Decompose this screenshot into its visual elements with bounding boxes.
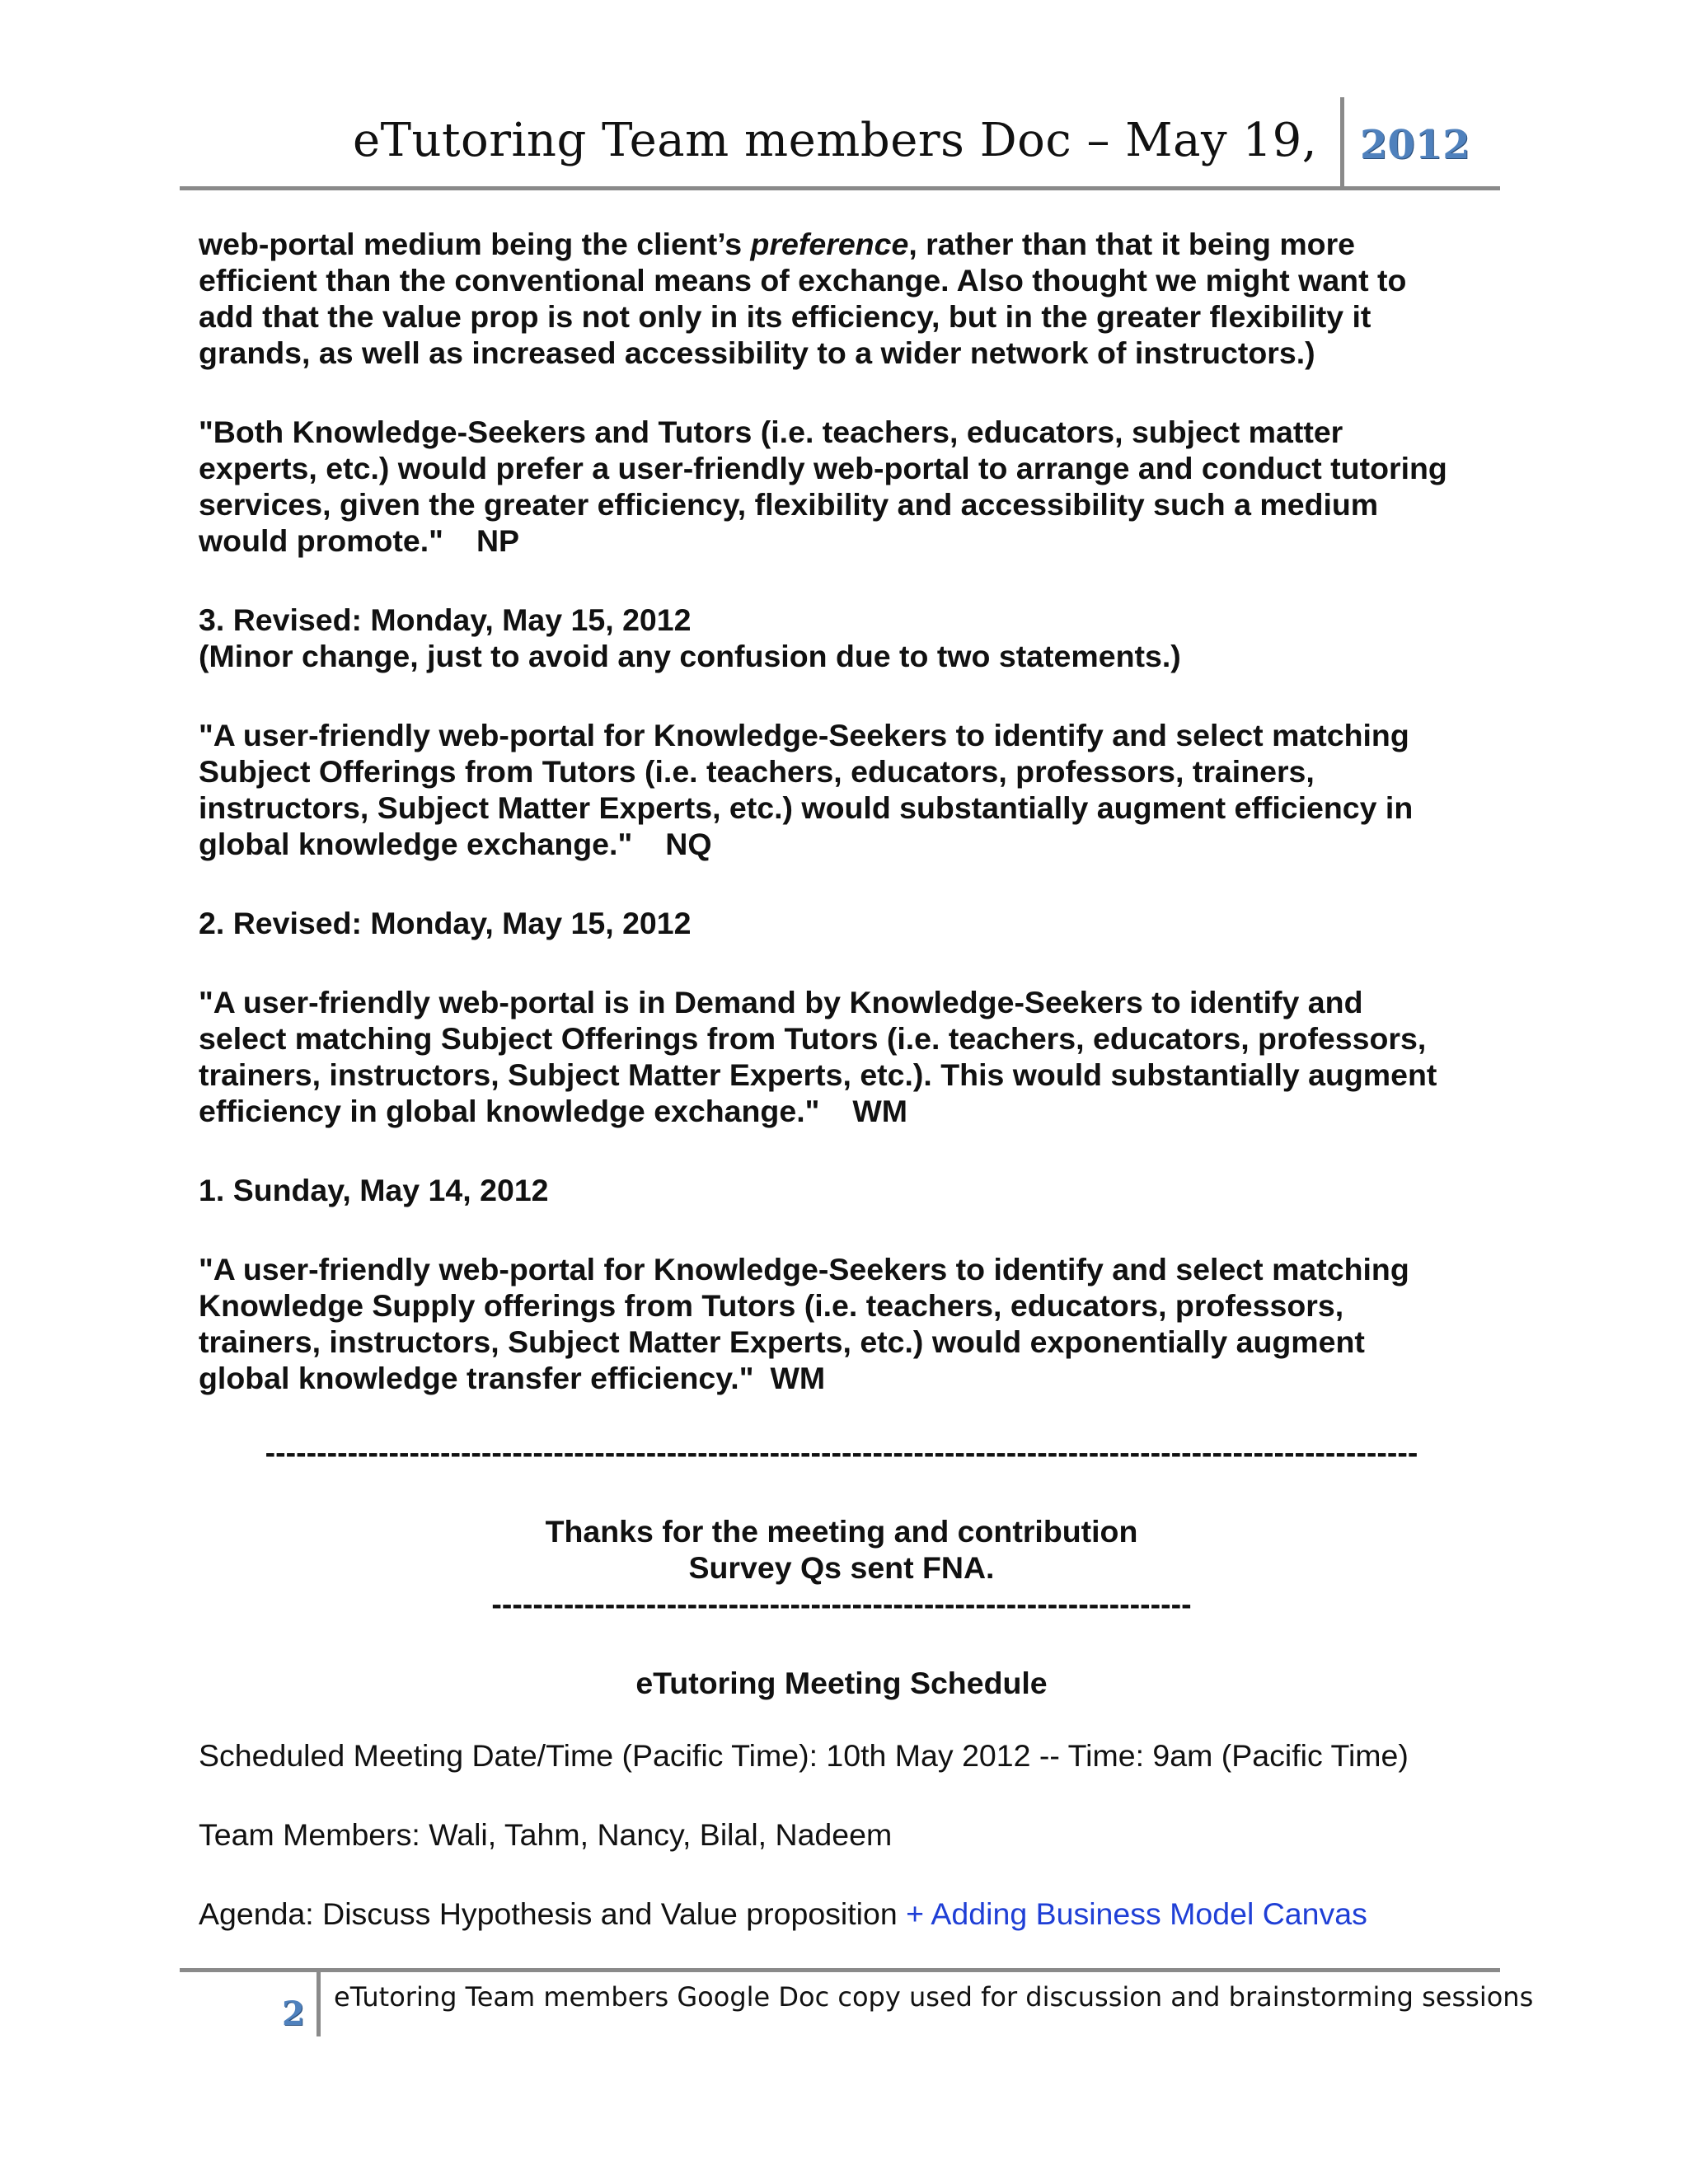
hypothesis-nq xyxy=(199,717,1501,862)
scheduled-datetime: Scheduled Meeting Date/Time (Pacific Time): 10th May 2012 -- Time: 9am (Pacific Time) xyxy=(199,1738,1409,1773)
text-line: (Minor change, just to avoid any confusion due to two statements.) xyxy=(199,639,1181,673)
thanks-block xyxy=(199,1513,1484,1586)
document-body xyxy=(199,226,1501,1932)
text-line: 3. Revised: Monday, May 15, 2012 xyxy=(199,602,692,637)
page-header xyxy=(180,97,1498,188)
separator-long: ---------------------------------------------------------------------------------------------------------------- xyxy=(265,1435,1418,1469)
hypothesis-wm-1 xyxy=(199,1251,1501,1396)
text-line: "A user-friendly web-portal for Knowledge-Seekers to identify and select matching xyxy=(199,718,1409,752)
text-line: 2. Revised: Monday, May 15, 2012 xyxy=(199,906,692,940)
text-line: add that the value prop is not only in its efficiency, but in the greater flexibility it xyxy=(199,299,1372,334)
revision-heading-3 xyxy=(199,602,1501,674)
author-initials: WM xyxy=(770,1361,826,1395)
text-line: "Both Knowledge-Seekers and Tutors (i.e. teachers, educators, subject matter xyxy=(199,415,1343,449)
page-number: 2 xyxy=(282,1994,305,2033)
text-line: web-portal medium being the client’s preference, rather than that it being more xyxy=(199,227,1356,261)
text-line: experts, etc.) would prefer a user-friendly web-portal to arrange and conduct tutoring xyxy=(199,451,1447,485)
hypothesis-wm-2 xyxy=(199,984,1501,1129)
text-line: efficient than the conventional means of exchange. Also thought we might want to xyxy=(199,263,1407,298)
text-line: Subject Offerings from Tutors (i.e. teachers, educators, professors, trainers, xyxy=(199,754,1315,789)
text-line: global knowledge exchange." NQ xyxy=(199,827,712,861)
header-rule xyxy=(180,186,1500,190)
header-year: 2012 xyxy=(1360,122,1470,168)
paragraph-comment xyxy=(199,226,1501,371)
author-initials: NQ xyxy=(665,827,712,861)
text-line: "A user-friendly web-portal for Knowledge-Seekers to identify and select matching xyxy=(199,1252,1409,1286)
text-line: 1. Sunday, May 14, 2012 xyxy=(199,1173,549,1207)
thanks-text: Thanks for the meeting and contribution xyxy=(545,1514,1138,1549)
footer-divider xyxy=(316,1971,321,2036)
text-line: efficiency in global knowledge exchange." WM xyxy=(199,1094,908,1128)
text-line: trainers, instructors, Subject Matter Experts, etc.). This would substantially augment xyxy=(199,1057,1437,1092)
author-initials: WM xyxy=(852,1094,908,1128)
agenda-link[interactable]: + Adding Business Model Canvas xyxy=(906,1896,1367,1931)
header-title: eTutoring Team members Doc – May 19, xyxy=(352,114,1317,167)
survey-text: Survey Qs sent FNA. xyxy=(688,1550,995,1585)
footer-rule xyxy=(180,1968,1500,1972)
revision-heading-1 xyxy=(199,1172,1501,1208)
text-line: would promote." NP xyxy=(199,523,520,558)
text-line: Knowledge Supply offerings from Tutors (i.e. teachers, educators, professors, xyxy=(199,1288,1344,1323)
schedule-title: eTutoring Meeting Schedule xyxy=(635,1666,1048,1700)
separator-short: -------------------------------------------------------------------- xyxy=(491,1586,1192,1621)
text-line: instructors, Subject Matter Experts, etc.) would substantially augment efficiency in xyxy=(199,790,1414,825)
team-members: Team Members: Wali, Tahm, Nancy, Bilal, Nadeem xyxy=(199,1817,893,1852)
text-line: trainers, instructors, Subject Matter Experts, etc.) would exponentially augment xyxy=(199,1324,1365,1359)
emphasis-text: preference xyxy=(750,227,909,261)
footer-text: eTutoring Team members Google Doc copy used for discussion and brainstorming sessions xyxy=(334,1981,1534,2013)
revision-heading-2 xyxy=(199,905,1501,941)
hypothesis-np xyxy=(199,414,1501,559)
agenda: Agenda: Discuss Hypothesis and Value proposition + Adding Business Model Canvas xyxy=(199,1896,1367,1931)
text-line: "A user-friendly web-portal is in Demand by Knowledge-Seekers to identify and xyxy=(199,985,1363,1019)
author-initials: NP xyxy=(476,523,520,558)
header-divider xyxy=(1340,97,1344,186)
text-line: services, given the greater efficiency, flexibility and accessibility such a medium xyxy=(199,487,1379,522)
text-line: select matching Subject Offerings from Tutors (i.e. teachers, educators, professors, xyxy=(199,1021,1427,1056)
text-line: global knowledge transfer efficiency." WM xyxy=(199,1361,826,1395)
text-line: grands, as well as increased accessibility to a wider network of instructors.) xyxy=(199,335,1315,370)
